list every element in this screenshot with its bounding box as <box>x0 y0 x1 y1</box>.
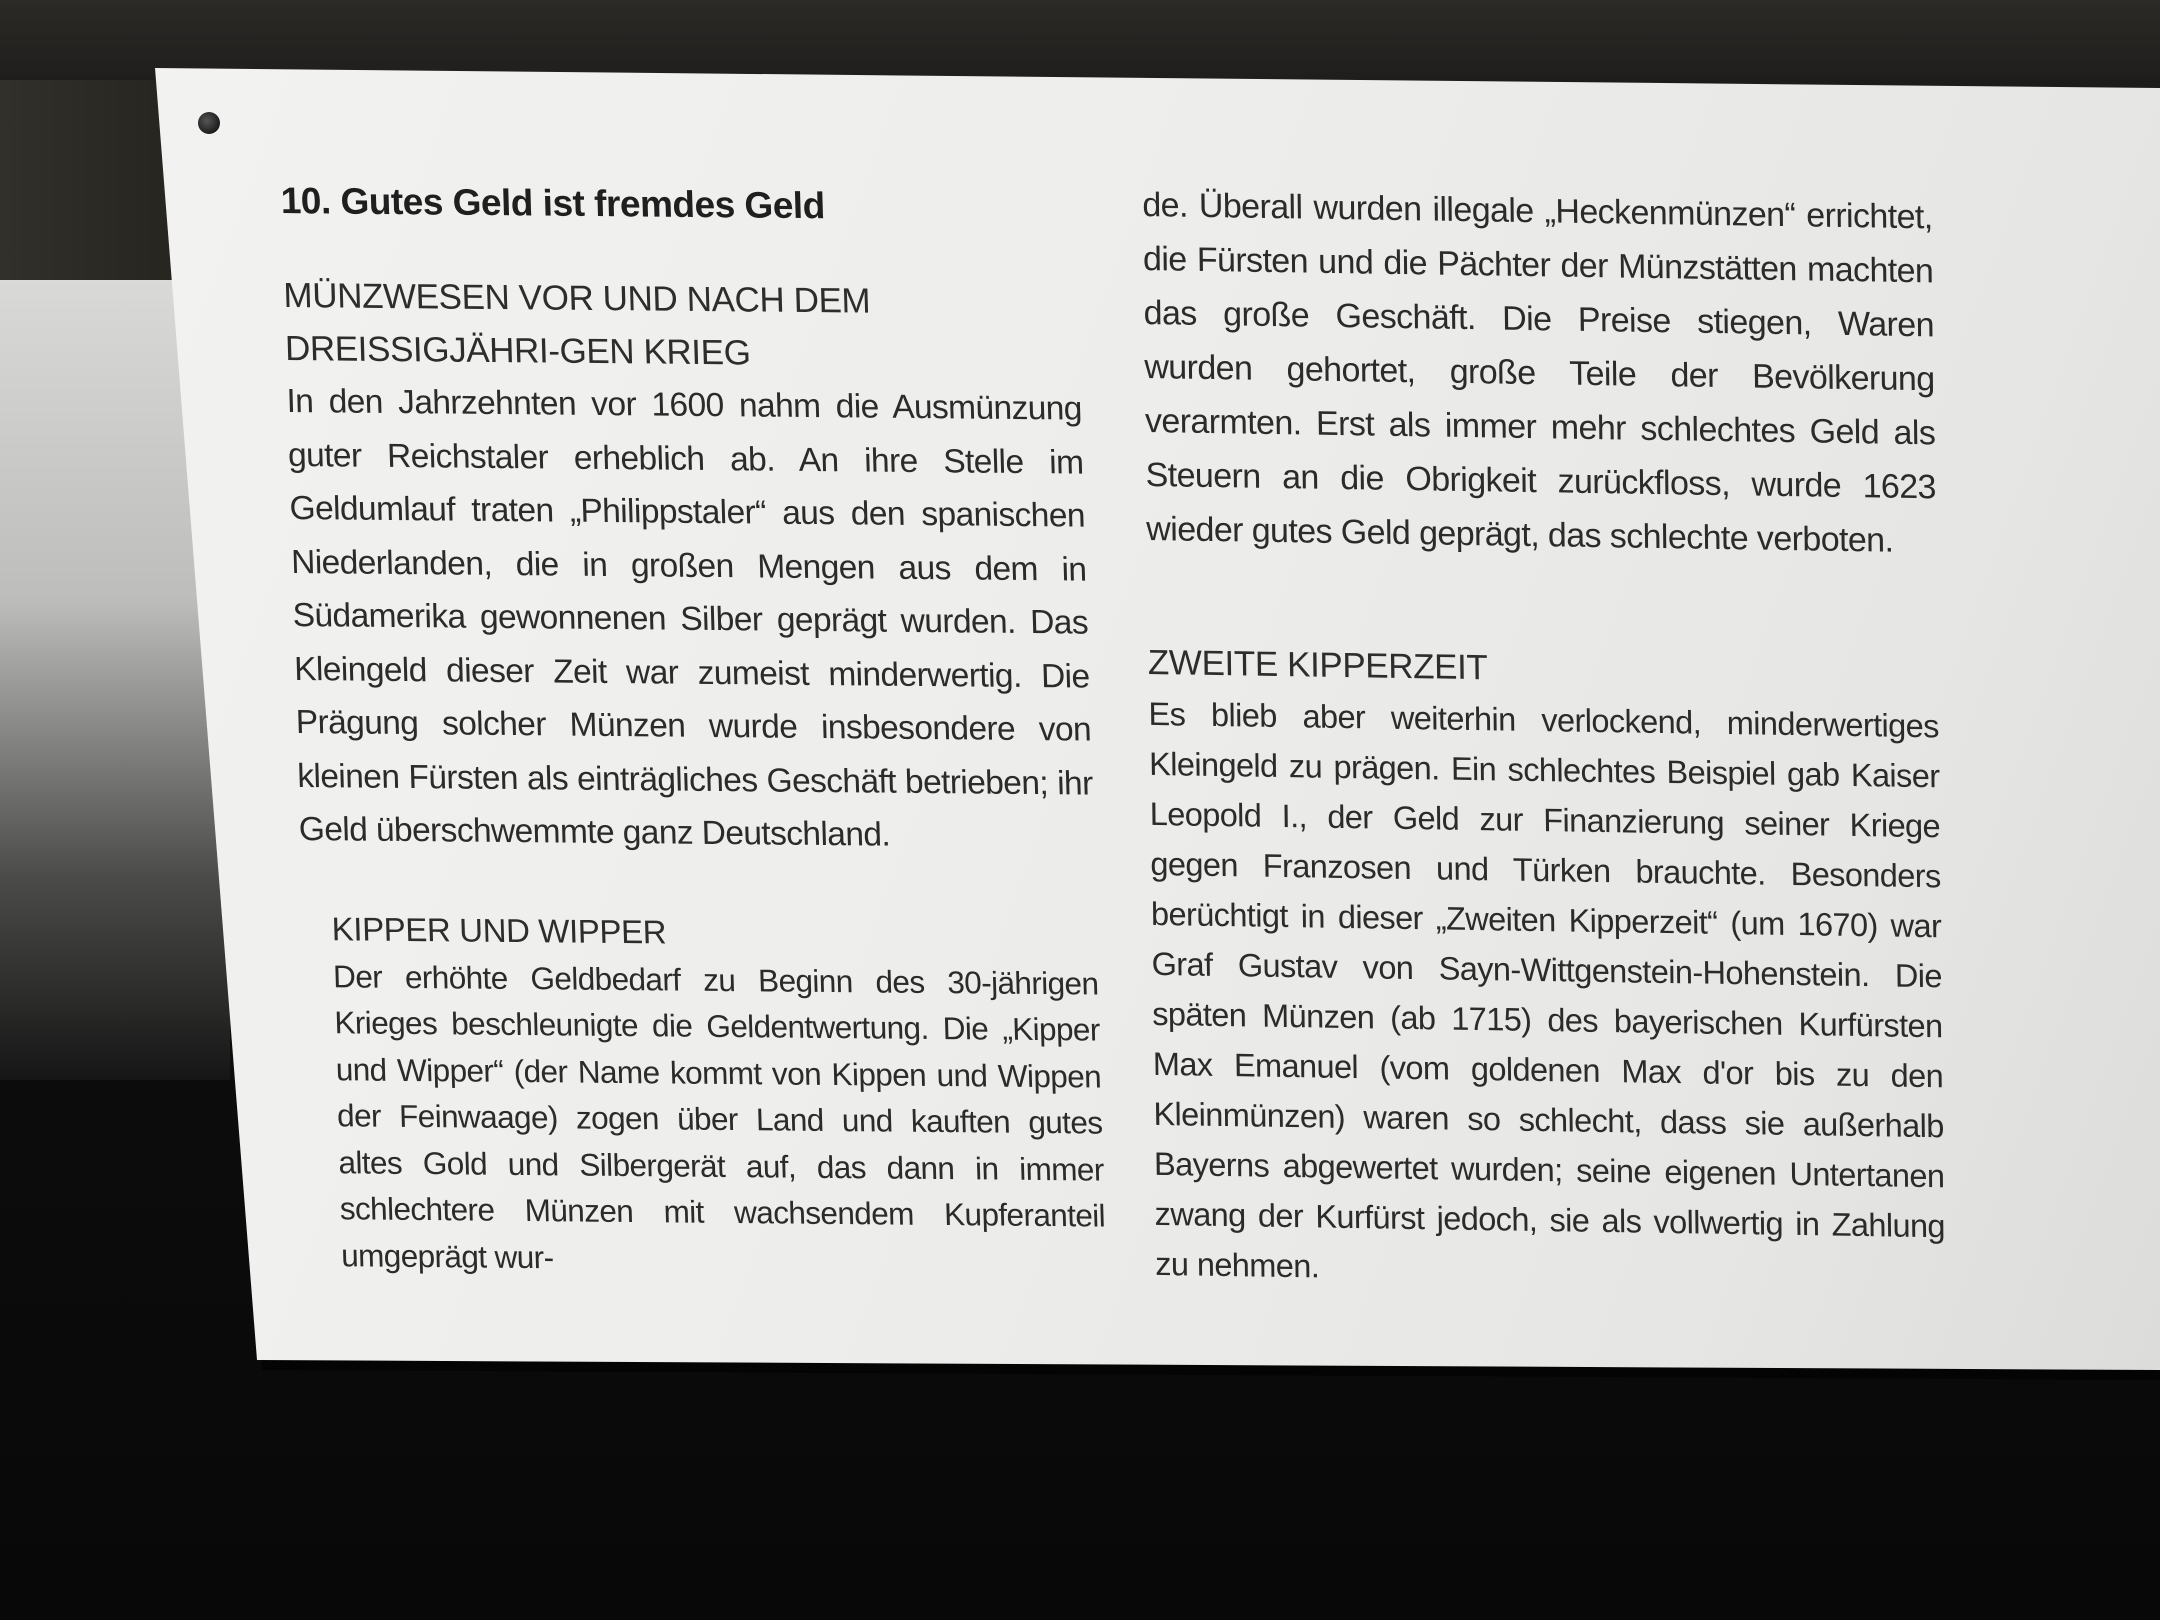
section-heading-zweite-kipperzeit: ZWEITE KIPPERZEIT <box>1147 642 1488 688</box>
board-title: 10. Gutes Geld ist fremdes Geld <box>280 179 826 227</box>
section-heading-muenzwesen: MÜNZWESEN VOR UND NACH DEM DREISSIGJÄHRI-GEN KRIEG <box>282 275 871 373</box>
section-heading-kipper-und-wipper: KIPPER UND WIPPER <box>331 909 667 950</box>
section-body-zweite-kipperzeit: Es blieb aber weiterhin verlockend, minderwertiges Kleingeld zu prägen. Ein schlechtes Beispiel gab Kaiser Leopold I., der Geld zur Finanzierung seiner Kriege gegen Franzosen und Türken brauchte. Besonders berüchtigt in dieser „Zweiten Kipperzeit“ (um 1670) war Graf Gustav von Sayn-Wittgenstein-Hohenstein. Die späten Münzen (ab 1715) des bayerischen Kurfürsten Max Emanuel (vom goldenen Max d'or bis zu den Kleinmünzen) waren so schlecht, dass sie außerhalb Bayerns abgewertet wurden; seine eigenen Untertanen zwang der Kurfürst jedoch, sie als vollwertig in Zahlung zu nehmen. <box>1148 695 1946 1285</box>
subsection-kipper-und-wipper <box>301 904 1107 1285</box>
left-text-column <box>280 175 1107 1286</box>
section-body-muenzwesen: In den Jahrzehnten vor 1600 nahm die Ausmünzung guter Reichstaler erheblich ab. An ihre Stelle im Geldumlauf traten „Philippstaler“ aus den spanischen Niederlanden, die in großen Mengen aus dem in Südamerika gewonnenen Silber geprägt wurden. Das Kleingeld dieser Zeit war zumeist minderwertig. Die Prägung solcher Münzen wurde insbesondere von kleinen Fürsten als einträgliches Geschäft betrieben; ihr Geld überschwemmte ganz Deutschland. <box>285 382 1094 854</box>
wooden-frame-left <box>0 80 175 280</box>
section-body-kipper-und-wipper: Der erhöhte Geldbedarf zu Beginn des 30-jährigen Krieges beschleunigte die Geldentwertung. Die „Kipper und Wipper“ (der Name kommt von Kippen und Wippen der Feinwaage) zogen über Land und kauften gutes altes Gold und Silbergerät auf, das dann in immer schlechtere Münzen mit wachsendem Kupferanteil umgeprägt wur- <box>332 957 1106 1275</box>
section-body-kipper-und-wipper-continued: de. Überall wurden illegale „Heckenmünzen“ errichtet, die Fürsten und die Pächter der Münzstätten machten das große Geschäft. Die Preise stiegen, Waren wurden gehortet, große Teile der Bevölkerung verarmten. Erst als immer mehr schlechtes Geld als Steuern an die Obrigkeit zurückfloss, wurde 1623 wieder gutes Geld geprägt, das schlechte verboten. <box>1142 185 1937 560</box>
right-text-column <box>1142 178 1946 1301</box>
mounting-hole-icon <box>198 112 220 134</box>
section-spacer <box>1147 556 1938 648</box>
wooden-frame-top <box>0 0 2160 80</box>
